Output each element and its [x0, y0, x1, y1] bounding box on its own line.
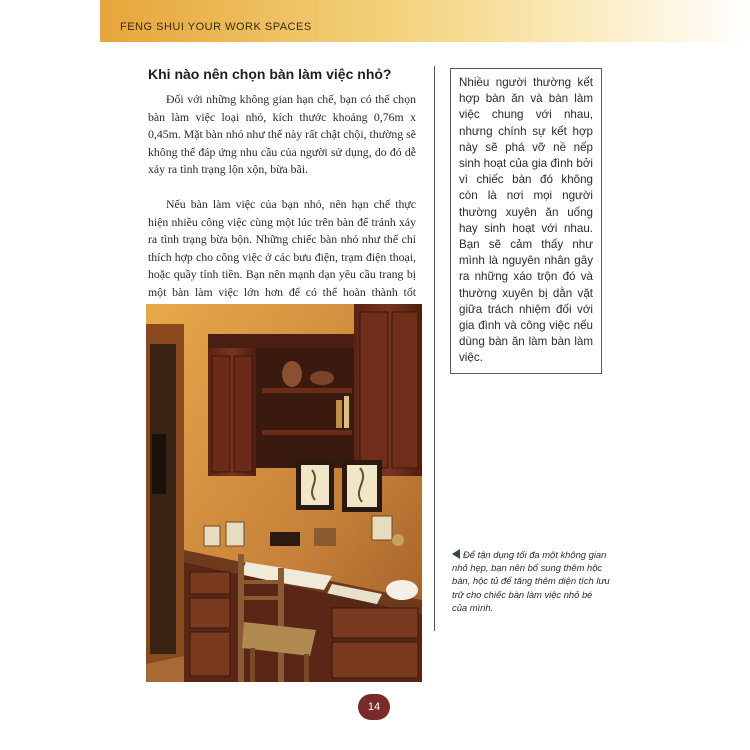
section-title: Khi nào nên chọn bàn làm việc nhỏ? [148, 66, 392, 82]
caption-text: Để tận dụng tối đa một không gian nhỏ hẹp, bạn nên bổ sung thêm hộc bàn, hộc tủ để tăng thêm diện tích lưu trữ cho chiếc bàn làm việc nhỏ bé của mình. [452, 549, 610, 613]
sidebar-box: Nhiều người thường kết hợp bàn ăn và bàn làm việc chung với nhau, nhưng chính sự kết hợp này sẽ phá vỡ nề nếp sinh hoạt của gia đình bởi vì chiếc bàn đó không còn là nơi mọi người thường xuyên ăn uống hay sinh hoạt với nhau. Bạn sẽ cảm thấy như mình là nguyên nhân gây ra những xáo trộn đó và thường xuyên bị dằn vặt giữa trách nhiệm đối với gia đình và công việc nếu dùng bàn ăn làm bàn làm việc. [450, 68, 602, 374]
desk-photo [146, 304, 422, 682]
running-head: FENG SHUI YOUR WORK SPACES [120, 21, 312, 33]
caption-arrow-icon [452, 549, 460, 559]
body-paragraph-2: Nếu bàn làm việc của bạn nhỏ, nên hạn chế thực hiện nhiều công việc cùng một lúc trên bàn để tránh xảy ra tình trạng bừa bộn. Những chiếc bàn nhỏ như thế chỉ thích hợp cho công việc ở các bưu điện, trạm điện thoại, hoặc quầy tính tiền. Bạn nên mạnh dạn yêu cầu trang bị một bàn làm việc lớn hơn để có thể hoàn thành tốt [148, 197, 416, 299]
column-divider [434, 66, 435, 631]
page-number: 14 [358, 694, 390, 720]
photo-caption [452, 548, 610, 614]
body-paragraph-1: Đối với những không gian hạn chế, bạn có thể chọn bàn làm việc loại nhỏ, kích thước khoảng 0,76m x 0,45m. Mặt bàn nhỏ như thế này rất chật chội, thường sẽ không thể đáp ứng nhu cầu của người sử dụng, do đó dễ xảy ra tình trạng lộn xộn, bừa bãi. [148, 92, 416, 177]
